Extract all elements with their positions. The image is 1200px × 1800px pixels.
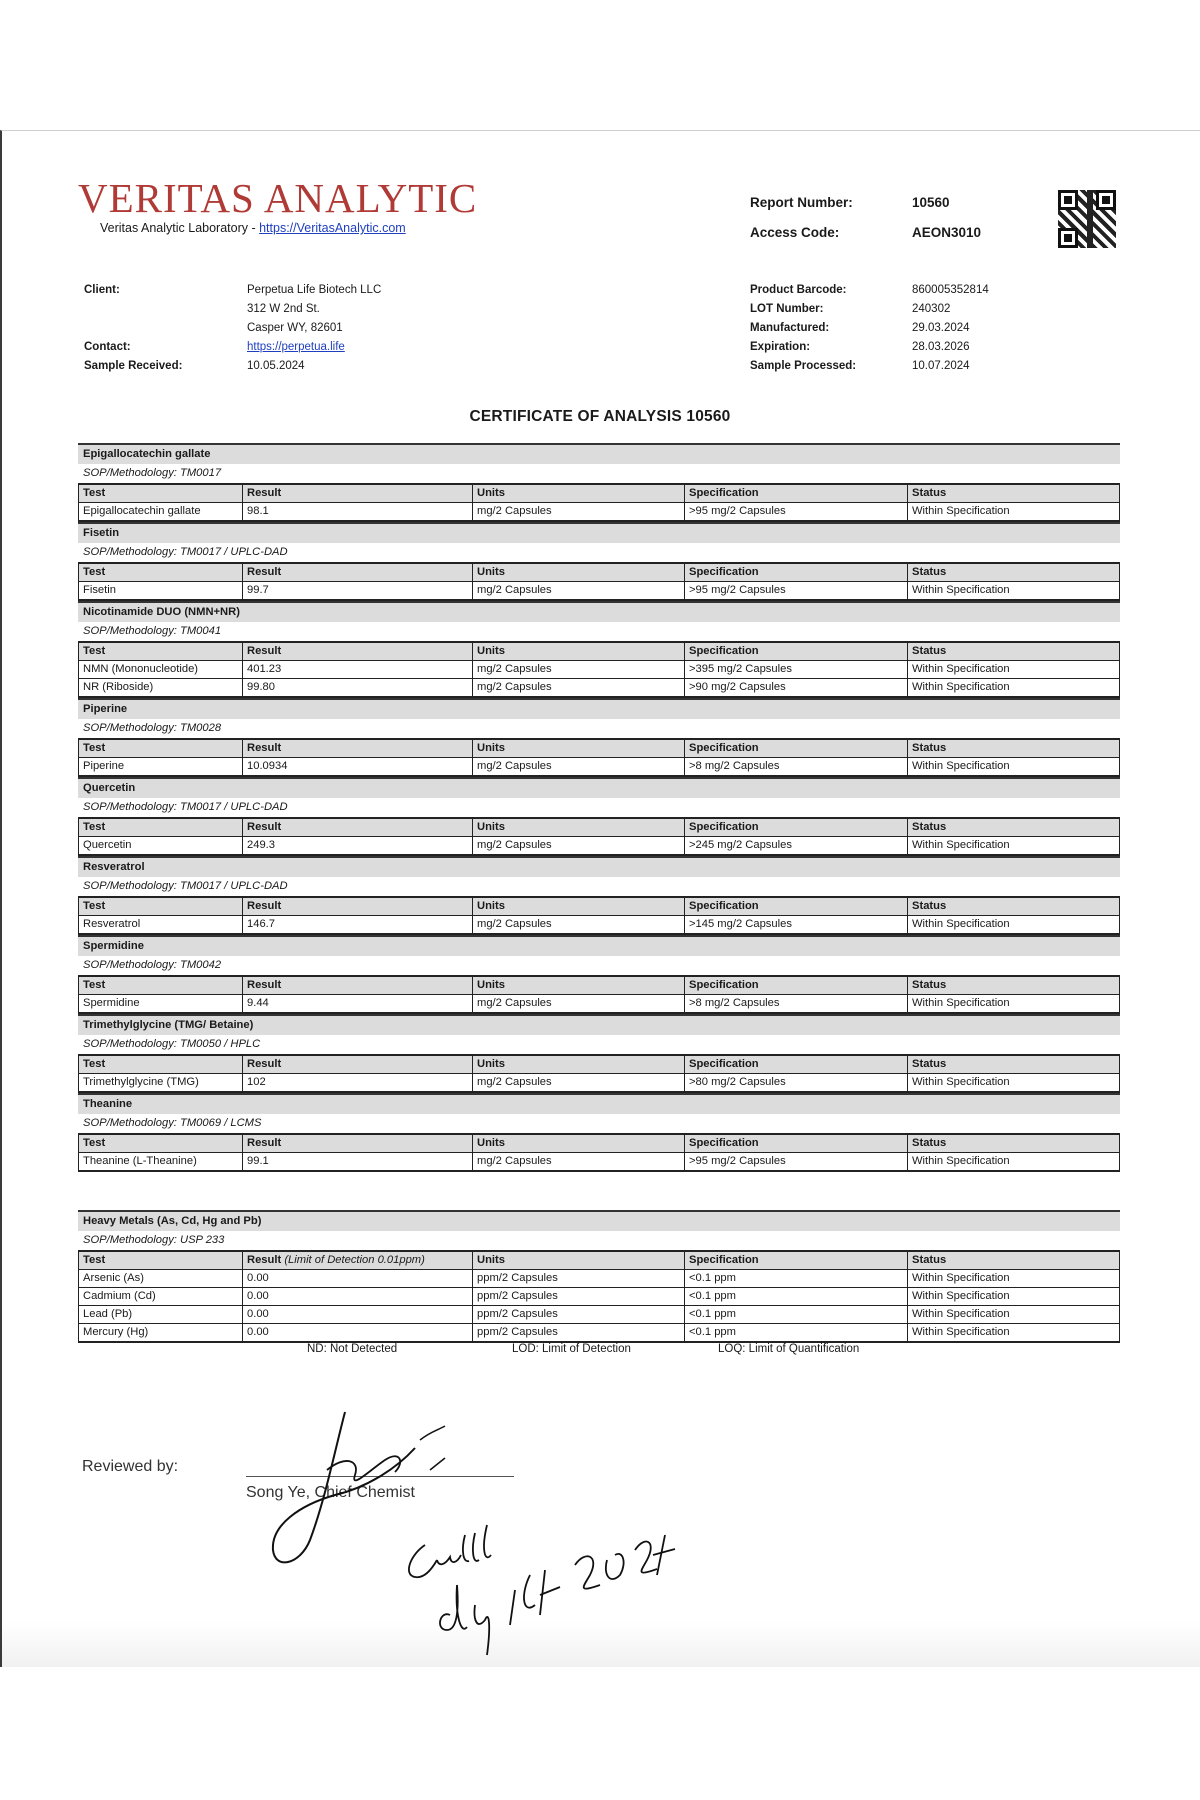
manufactured-date: 29.03.2024 <box>912 322 970 334</box>
units: mg/2 Capsules <box>473 661 685 679</box>
col-header-result: Result <box>243 1055 473 1074</box>
col-header-specification: Specification <box>685 642 908 661</box>
results-table <box>78 483 1120 522</box>
result-value: 10.0934 <box>243 758 473 777</box>
units: mg/2 Capsules <box>473 837 685 856</box>
col-header-status: Status <box>908 1055 1120 1074</box>
heavy-metals-table <box>78 1250 1120 1343</box>
table-header-row <box>79 563 1120 582</box>
test-name: Arsenic (As) <box>79 1270 243 1288</box>
section-title: Resveratrol <box>78 856 1120 877</box>
specification: <0.1 ppm <box>685 1270 908 1288</box>
results-table <box>78 1133 1120 1172</box>
result-value: 99.80 <box>243 679 473 698</box>
analyte-section <box>78 443 1120 522</box>
sop-methodology: SOP/Methodology: TM0028 <box>83 722 222 734</box>
test-name: Epigallocatechin gallate <box>79 503 243 522</box>
analyte-sections <box>78 443 1120 1172</box>
table-row <box>79 679 1120 698</box>
lab-logo <box>78 176 477 235</box>
qr-code <box>1058 190 1116 248</box>
col-header-status: Status <box>908 1134 1120 1153</box>
table-row <box>79 1074 1120 1093</box>
units: mg/2 Capsules <box>473 679 685 698</box>
handwritten-certification-note <box>395 1505 685 1675</box>
analyte-section <box>78 698 1120 777</box>
table-header-row <box>79 1055 1120 1074</box>
col-header-units: Units <box>473 818 685 837</box>
specification: >145 mg/2 Capsules <box>685 916 908 935</box>
units: mg/2 Capsules <box>473 758 685 777</box>
section-title: Epigallocatechin gallate <box>78 443 1120 464</box>
col-header-specification: Specification <box>685 1251 908 1270</box>
test-name: Resveratrol <box>79 916 243 935</box>
table-header-row <box>79 642 1120 661</box>
client-name: Perpetua Life Biotech LLC <box>247 284 382 296</box>
table-row <box>79 758 1120 777</box>
signer-name: Song Ye, Chief Chemist <box>246 1484 415 1501</box>
status: Within Specification <box>908 582 1120 601</box>
col-header-units: Units <box>473 563 685 582</box>
analyte-section <box>78 935 1120 1014</box>
col-header-test: Test <box>79 563 243 582</box>
results-tables <box>78 443 1120 1343</box>
result-value: 0.00 <box>243 1324 473 1343</box>
col-header-units: Units <box>473 1134 685 1153</box>
test-name: Lead (Pb) <box>79 1306 243 1324</box>
col-header-test: Test <box>79 1055 243 1074</box>
legend-loq: LOQ: Limit of Quantification <box>718 1343 860 1355</box>
sample-received: 10.05.2024 <box>247 360 305 372</box>
status: Within Specification <box>908 1270 1120 1288</box>
status: Within Specification <box>908 1306 1120 1324</box>
certificate-title: CERTIFICATE OF ANALYSIS 10560 <box>469 408 731 425</box>
access-code-label: Access Code: <box>750 225 840 240</box>
test-name: NR (Riboside) <box>79 679 243 698</box>
manufactured-label: Manufactured: <box>750 322 830 334</box>
test-name: Quercetin <box>79 837 243 856</box>
section-title: Trimethylglycine (TMG/ Betaine) <box>78 1014 1120 1035</box>
section-title: Piperine <box>78 698 1120 719</box>
analyte-section <box>78 522 1120 601</box>
col-header-status: Status <box>908 818 1120 837</box>
status: Within Specification <box>908 1074 1120 1093</box>
lab-subtitle: Veritas Analytic Laboratory - https://VeritasAnalytic.com <box>100 221 406 235</box>
units: ppm/2 Capsules <box>473 1324 685 1343</box>
lab-website-link[interactable]: https://VeritasAnalytic.com <box>259 221 406 235</box>
result-value: 146.7 <box>243 916 473 935</box>
col-header-test: Test <box>79 739 243 758</box>
col-header-specification: Specification <box>685 484 908 503</box>
units: ppm/2 Capsules <box>473 1270 685 1288</box>
col-header-result: Result <box>243 642 473 661</box>
results-table <box>78 1054 1120 1093</box>
table-row <box>79 995 1120 1014</box>
specification: >80 mg/2 Capsules <box>685 1074 908 1093</box>
result-value: 9.44 <box>243 995 473 1014</box>
result-value: 401.23 <box>243 661 473 679</box>
reviewed-by-label: Reviewed by: <box>82 1458 179 1475</box>
col-header-result: Result <box>243 484 473 503</box>
processed-date: 10.07.2024 <box>912 360 970 372</box>
section-title: Quercetin <box>78 777 1120 798</box>
status: Within Specification <box>908 679 1120 698</box>
table-row <box>79 1324 1120 1343</box>
report-number-label: Report Number: <box>750 195 853 210</box>
units: mg/2 Capsules <box>473 1074 685 1093</box>
contact-label: Contact: <box>84 341 131 353</box>
sop-methodology: SOP/Methodology: TM0050 / HPLC <box>83 1038 261 1050</box>
test-name: Theanine (L-Theanine) <box>79 1153 243 1172</box>
col-header-units: Units <box>473 642 685 661</box>
results-table <box>78 562 1120 601</box>
col-header-status: Status <box>908 642 1120 661</box>
client-address-city: Casper WY, 82601 <box>247 322 343 334</box>
col-header-specification: Specification <box>685 818 908 837</box>
lot-label: LOT Number: <box>750 303 824 315</box>
col-header-result: Result <box>243 897 473 916</box>
expiration-date: 28.03.2026 <box>912 341 970 353</box>
col-header-result: Result <box>243 976 473 995</box>
table-header-row <box>79 1134 1120 1153</box>
analyte-section <box>78 856 1120 935</box>
units: mg/2 Capsules <box>473 995 685 1014</box>
legend-lod: LOD: Limit of Detection <box>512 1343 631 1355</box>
status: Within Specification <box>908 503 1120 522</box>
col-header-specification: Specification <box>685 976 908 995</box>
client-label: Client: <box>84 284 120 296</box>
table-row <box>79 1306 1120 1324</box>
table-row <box>79 1288 1120 1306</box>
test-name: Trimethylglycine (TMG) <box>79 1074 243 1093</box>
expiration-label: Expiration: <box>750 341 811 353</box>
specification: >395 mg/2 Capsules <box>685 661 908 679</box>
test-name: Mercury (Hg) <box>79 1324 243 1343</box>
table-row <box>79 661 1120 679</box>
table-header-row <box>79 976 1120 995</box>
section-title: Theanine <box>78 1093 1120 1114</box>
test-name: Cadmium (Cd) <box>79 1288 243 1306</box>
client-info <box>84 281 381 376</box>
col-header-units: Units <box>473 976 685 995</box>
table-row <box>79 503 1120 522</box>
specification: >8 mg/2 Capsules <box>685 995 908 1014</box>
col-header-units: Units <box>473 897 685 916</box>
status: Within Specification <box>908 661 1120 679</box>
status: Within Specification <box>908 1153 1120 1172</box>
results-table <box>78 896 1120 935</box>
table-row <box>79 1153 1120 1172</box>
col-header-test: Test <box>79 976 243 995</box>
col-header-status: Status <box>908 1251 1120 1270</box>
result-value: 102 <box>243 1074 473 1093</box>
test-name: Fisetin <box>79 582 243 601</box>
col-header-result: Result <box>243 1134 473 1153</box>
col-header-test: Test <box>79 642 243 661</box>
result-value: 249.3 <box>243 837 473 856</box>
col-header-test: Test <box>79 897 243 916</box>
col-header-units: Units <box>473 1055 685 1074</box>
results-table <box>78 817 1120 856</box>
col-header-specification: Specification <box>685 1134 908 1153</box>
table-row <box>79 582 1120 601</box>
col-header-status: Status <box>908 739 1120 758</box>
table-row <box>79 916 1120 935</box>
col-header-status: Status <box>908 897 1120 916</box>
col-header-specification: Specification <box>685 739 908 758</box>
table-header-row <box>79 1251 1120 1270</box>
section-title: Nicotinamide DUO (NMN+NR) <box>78 601 1120 622</box>
units: mg/2 Capsules <box>473 503 685 522</box>
specification: >8 mg/2 Capsules <box>685 758 908 777</box>
results-table <box>78 738 1120 777</box>
detection-limit-note: (Limit of Detection 0.01ppm) <box>284 1254 425 1266</box>
sop-methodology: SOP/Methodology: TM0017 / UPLC-DAD <box>83 880 288 892</box>
sop-methodology: SOP/Methodology: USP 233 <box>83 1234 225 1246</box>
test-name: Piperine <box>79 758 243 777</box>
col-header-result: Result <box>243 818 473 837</box>
results-table <box>78 975 1120 1014</box>
status: Within Specification <box>908 1324 1120 1343</box>
table-row <box>79 1270 1120 1288</box>
status: Within Specification <box>908 758 1120 777</box>
table-header-row <box>79 818 1120 837</box>
col-header-result: Result <box>243 563 473 582</box>
sample-received-label: Sample Received: <box>84 360 183 372</box>
status: Within Specification <box>908 1288 1120 1306</box>
sop-methodology: SOP/Methodology: TM0017 / UPLC-DAD <box>83 546 288 558</box>
result-value: 0.00 <box>243 1306 473 1324</box>
table-row <box>79 837 1120 856</box>
sop-methodology: SOP/Methodology: TM0069 / LCMS <box>83 1117 262 1129</box>
col-header-test: Test <box>79 1134 243 1153</box>
specification: <0.1 ppm <box>685 1306 908 1324</box>
col-header-status: Status <box>908 563 1120 582</box>
col-header-status: Status <box>908 484 1120 503</box>
result-value: 0.00 <box>243 1288 473 1306</box>
col-header-status: Status <box>908 976 1120 995</box>
status: Within Specification <box>908 916 1120 935</box>
col-header-test: Test <box>79 818 243 837</box>
product-barcode: 860005352814 <box>912 284 989 296</box>
specification: <0.1 ppm <box>685 1288 908 1306</box>
col-header-specification: Specification <box>685 897 908 916</box>
units: ppm/2 Capsules <box>473 1306 685 1324</box>
col-header-specification: Specification <box>685 1055 908 1074</box>
results-table <box>78 641 1120 698</box>
specification: >95 mg/2 Capsules <box>685 503 908 522</box>
contact-link[interactable]: https://perpetua.life <box>247 341 345 353</box>
units: mg/2 Capsules <box>473 1153 685 1172</box>
col-header-test: Test <box>79 484 243 503</box>
units: mg/2 Capsules <box>473 916 685 935</box>
analyte-section <box>78 1014 1120 1093</box>
specification: >95 mg/2 Capsules <box>685 1153 908 1172</box>
result-value: 98.1 <box>243 503 473 522</box>
col-header-specification: Specification <box>685 563 908 582</box>
processed-label: Sample Processed: <box>750 360 857 372</box>
col-header-units: Units <box>473 1251 685 1270</box>
table-header-row <box>79 739 1120 758</box>
product-info <box>750 281 989 376</box>
access-code: AEON3010 <box>912 225 982 240</box>
table-header-row <box>79 484 1120 503</box>
lab-name: VERITAS ANALYTIC <box>78 175 478 221</box>
analyte-section <box>78 601 1120 698</box>
result-value: 99.7 <box>243 582 473 601</box>
specification: >95 mg/2 Capsules <box>685 582 908 601</box>
col-header-result: Result (Limit of Detection 0.01ppm) <box>243 1251 473 1270</box>
specification: >245 mg/2 Capsules <box>685 837 908 856</box>
barcode-label: Product Barcode: <box>750 284 847 296</box>
lot-number: 240302 <box>912 303 951 315</box>
client-address-line: 312 W 2nd St. <box>247 303 320 315</box>
result-value: 0.00 <box>243 1270 473 1288</box>
units: ppm/2 Capsules <box>473 1288 685 1306</box>
analyte-section <box>78 1093 1120 1172</box>
report-info <box>750 188 981 248</box>
report-number: 10560 <box>912 195 950 210</box>
section-title: Fisetin <box>78 522 1120 543</box>
sop-methodology: SOP/Methodology: TM0041 <box>83 625 222 637</box>
col-header-units: Units <box>473 484 685 503</box>
heavy-metals-section <box>78 1210 1120 1343</box>
analyte-section <box>78 777 1120 856</box>
col-header-result: Result <box>243 739 473 758</box>
status: Within Specification <box>908 837 1120 856</box>
specification: <0.1 ppm <box>685 1324 908 1343</box>
col-header-units: Units <box>473 739 685 758</box>
test-name: Spermidine <box>79 995 243 1014</box>
sop-methodology: SOP/Methodology: TM0017 <box>83 467 222 479</box>
result-value: 99.1 <box>243 1153 473 1172</box>
col-header-test: Test <box>79 1251 243 1270</box>
legend-nd: ND: Not Detected <box>307 1343 398 1355</box>
sop-methodology: SOP/Methodology: TM0017 / UPLC-DAD <box>83 801 288 813</box>
section-title: Heavy Metals (As, Cd, Hg and Pb) <box>78 1210 1120 1231</box>
section-title: Spermidine <box>78 935 1120 956</box>
units: mg/2 Capsules <box>473 582 685 601</box>
sop-methodology: SOP/Methodology: TM0042 <box>83 959 222 971</box>
specification: >90 mg/2 Capsules <box>685 679 908 698</box>
table-header-row <box>79 897 1120 916</box>
status: Within Specification <box>908 995 1120 1014</box>
test-name: NMN (Mononucleotide) <box>79 661 243 679</box>
